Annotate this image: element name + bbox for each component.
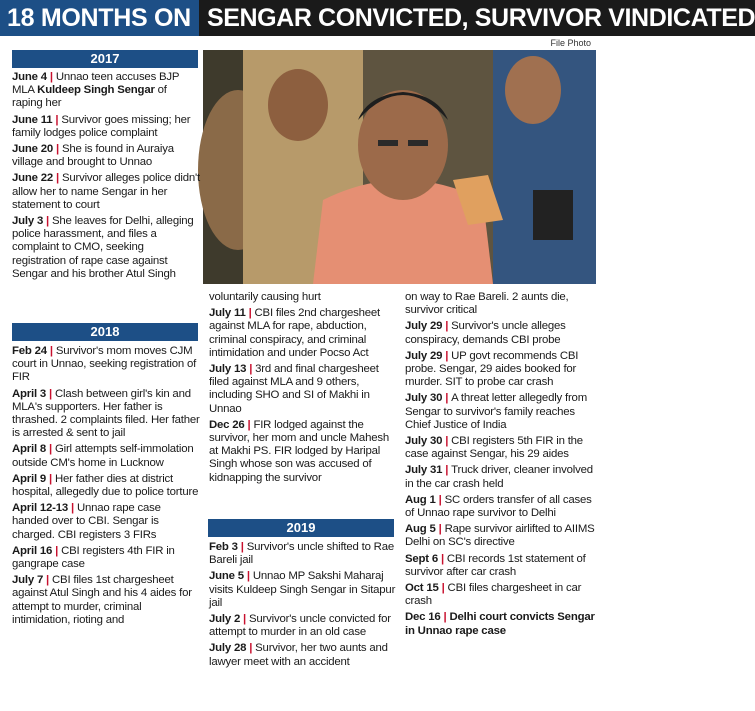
entry-date: July 31 xyxy=(405,464,443,477)
entry-separator: | xyxy=(52,544,62,557)
entry-separator: | xyxy=(442,392,452,405)
entry-separator: | xyxy=(46,443,55,456)
timeline-entry xyxy=(12,215,200,281)
entry-text: CBI files 1st chargesheet against Atul Singh and his 4 aides for attempt to murder, criminal intimidation, rioting and xyxy=(12,574,192,626)
entry-text-after: of raping her xyxy=(12,84,167,110)
entry-date: July 29 xyxy=(405,320,443,333)
timeline-entry xyxy=(405,553,596,579)
timeline-entry xyxy=(405,494,596,520)
entry-date: Dec 16 xyxy=(405,611,441,624)
entry-date: Oct 15 xyxy=(405,582,439,595)
entry-text: CBI records 1st statement of survivor after car crash xyxy=(405,552,586,578)
entry-text: Girl attempts self-immolation outside CM's home in Lucknow xyxy=(12,443,194,469)
entry-date: Feb 24 xyxy=(12,345,47,357)
entry-separator: | xyxy=(46,387,55,400)
entry-separator: | xyxy=(240,613,250,626)
entry-separator: | xyxy=(46,345,56,357)
timeline-entry xyxy=(405,611,596,637)
entry-separator: | xyxy=(237,541,247,553)
entry-date: July 30 xyxy=(405,435,443,448)
entry-separator: | xyxy=(52,113,62,126)
timeline-entry xyxy=(12,143,200,169)
headline-right: SENGAR CONVICTED, SURVIVOR VINDICATED xyxy=(199,0,755,36)
entry-text: Rape survivor airlifted to AIIMS Delhi on SC's directive xyxy=(405,523,595,549)
timeline-entry xyxy=(405,464,596,490)
entry-separator: | xyxy=(246,642,256,655)
entry-text: Her father dies at district hospital, allegedly due to police torture xyxy=(12,472,199,499)
timeline-entry xyxy=(12,172,200,212)
entry-text: Unnao rape case handed over to CBI. Sengar is charged. CBI registers 3 FIRs xyxy=(12,502,161,541)
entry-separator: | xyxy=(243,570,253,583)
entry-separator: | xyxy=(46,472,55,485)
entry-text: Clash between girl's kin and MLA's supporters. Her father is thrashed. 2 complaints filed. Her father is arrested & sent to jail xyxy=(12,387,200,440)
timeline-entry xyxy=(12,502,200,542)
entry-separator: | xyxy=(435,493,445,506)
headline xyxy=(0,0,755,36)
entry-date: April 12-13 xyxy=(12,502,69,515)
entry-date: July 2 xyxy=(209,613,241,626)
entry-text: Survivor's uncle convicted for attempt to murder in an old case xyxy=(209,613,391,639)
timeline-entry xyxy=(209,570,397,610)
entry-separator: | xyxy=(438,582,448,595)
timeline-entry xyxy=(209,307,397,360)
timeline-entry xyxy=(209,541,397,567)
entry-separator: | xyxy=(437,552,447,565)
entry-date: July 3 xyxy=(12,215,44,228)
entry-text: 3rd and final chargesheet filed against MLA and 9 others, including SHO and SI of Makhi in Unnao xyxy=(209,363,379,415)
timeline-entry xyxy=(405,435,596,461)
entry-text: Survivor, her two aunts and lawyer meet with an accident xyxy=(209,642,388,668)
timeline-entry xyxy=(405,523,596,549)
entry-text: Survivor's mom moves CJM court in Unnao, seeking registration of FIR xyxy=(12,345,197,384)
entry-text: Survivor's uncle alleges conspiracy, demands CBI probe xyxy=(405,320,566,346)
entry-date: April 8 xyxy=(12,443,47,456)
entry-date: July 7 xyxy=(12,574,44,587)
entry-text: Survivor's uncle shifted to Rae Bareli jail xyxy=(209,541,394,567)
entry-date: April 3 xyxy=(12,387,47,400)
year-banner-2018: 2018 xyxy=(12,323,198,341)
entry-text: Unnao MP Sakshi Maharaj visits Kuldeep Singh Sengar in Sitapur jail xyxy=(209,570,396,609)
timeline-2019-col2 xyxy=(209,541,397,672)
timeline-entry xyxy=(12,114,200,140)
entry-date: July 30 xyxy=(405,392,443,405)
timeline-entry xyxy=(12,345,200,385)
entry-text: SC orders transfer of all cases of Unnao rape survivor to Delhi xyxy=(405,493,592,520)
entry-text: Survivor goes missing; her family lodges police complaint xyxy=(12,113,191,139)
year-banner-2017: 2017 xyxy=(12,50,198,68)
entry-separator: | xyxy=(43,215,53,228)
entry-text: Truck driver, cleaner involved in the car crash held xyxy=(405,464,593,490)
entry-date: April 9 xyxy=(12,472,47,485)
timeline-entry xyxy=(12,574,200,627)
entry-date: July 11 xyxy=(209,307,246,320)
entry-emphasis: Delhi court convicts Sengar in Unnao rape case xyxy=(405,611,595,637)
timeline-entry xyxy=(209,291,397,304)
entry-date: July 29 xyxy=(405,349,443,362)
timeline-entry xyxy=(12,71,200,111)
entry-separator: | xyxy=(435,523,445,536)
timeline-entry xyxy=(12,443,200,469)
year-banner-2019: 2019 xyxy=(208,519,394,537)
entry-date: Aug 1 xyxy=(405,493,436,506)
entry-text: voluntarily causing hurt xyxy=(209,291,321,303)
entry-separator: | xyxy=(68,502,77,515)
entry-separator: | xyxy=(440,611,450,624)
entry-date: July 28 xyxy=(209,642,247,655)
entry-date: June 4 xyxy=(12,71,47,83)
timeline-entry xyxy=(209,363,397,416)
timeline-entry xyxy=(209,419,397,485)
entry-date: Sept 6 xyxy=(405,552,438,565)
entry-separator: | xyxy=(246,363,256,376)
entry-date: July 13 xyxy=(209,363,247,376)
entry-text: CBI files chargesheet in car crash xyxy=(405,582,582,608)
timeline-entry xyxy=(405,350,596,390)
entry-text: on way to Rae Bareli. 2 aunts die, survivor critical xyxy=(405,291,569,317)
entry-text: UP govt recommends CBI probe. Sengar, 29 aides booked for murder. SIT to probe car crash xyxy=(405,349,579,389)
photo-credit: File Photo xyxy=(550,38,591,48)
timeline-entry xyxy=(405,392,596,432)
timeline-2017 xyxy=(12,71,200,284)
entry-date: April 16 xyxy=(12,544,53,557)
entry-date: Dec 26 xyxy=(209,418,245,431)
timeline-entry xyxy=(12,388,200,441)
entry-separator: | xyxy=(43,574,53,587)
photo-illustration xyxy=(203,50,596,284)
entry-text: She leaves for Delhi, alleging police harassment, and files a complaint to CMO, seeking registration of rape case against Sengar and his brother Atul Singh xyxy=(12,215,194,280)
entry-separator: | xyxy=(53,172,62,185)
entry-text: FIR lodged against the survivor, her mom and uncle Mahesh at Makhi PS. FIR lodged by Haripal Singh whose son was accused of kidnapping the survivor xyxy=(209,418,389,484)
entry-separator: | xyxy=(442,464,452,477)
entry-text: A threat letter allegedly from Sengar to survivor's family reaches Chief Justice of India xyxy=(405,392,587,431)
timeline-2018-col1 xyxy=(12,345,200,630)
entry-separator: | xyxy=(442,320,452,333)
headline-left: 18 MONTHS ON xyxy=(0,0,199,36)
entry-date: Feb 3 xyxy=(209,541,238,553)
entry-text: CBI files 2nd chargesheet against MLA for rape, abduction, criminal conspiracy, and criminal intimidation and under Pocso Act xyxy=(209,307,380,359)
sengar-photo xyxy=(203,50,596,284)
timeline-entry xyxy=(12,473,200,499)
entry-date: Aug 5 xyxy=(405,523,436,536)
timeline-entry xyxy=(405,582,596,608)
entry-date: June 11 xyxy=(12,113,53,126)
entry-separator: | xyxy=(245,307,255,320)
timeline-entry xyxy=(405,291,596,317)
entry-separator: | xyxy=(442,435,452,448)
timeline-entry xyxy=(405,320,596,346)
timeline-entry xyxy=(12,545,200,571)
timeline-entry xyxy=(209,642,397,668)
entry-date: June 5 xyxy=(209,570,244,583)
entry-separator: | xyxy=(244,418,254,431)
entry-separator: | xyxy=(46,71,56,83)
entry-date: June 20 xyxy=(12,143,54,156)
entry-text: Survivor alleges police didn't allow her to name Sengar in her statement to court xyxy=(12,172,200,211)
entry-text: CBI registers 5th FIR in the case against Sengar, his 29 aides xyxy=(405,435,583,461)
entry-date: June 22 xyxy=(12,172,54,185)
entry-text: Unnao teen accuses BJP MLA xyxy=(12,71,180,97)
entry-separator: | xyxy=(442,349,452,362)
entry-separator: | xyxy=(53,143,62,156)
entry-emphasis: Kuldeep Singh Sengar xyxy=(37,84,155,97)
timeline-2018-col2 xyxy=(209,291,397,488)
timeline-entry xyxy=(209,613,397,639)
entry-text: CBI registers 4th FIR in gangrape case xyxy=(12,544,175,571)
timeline-2019-col3 xyxy=(405,291,596,641)
entry-text: She is found in Auraiya village and brought to Unnao xyxy=(12,143,174,169)
